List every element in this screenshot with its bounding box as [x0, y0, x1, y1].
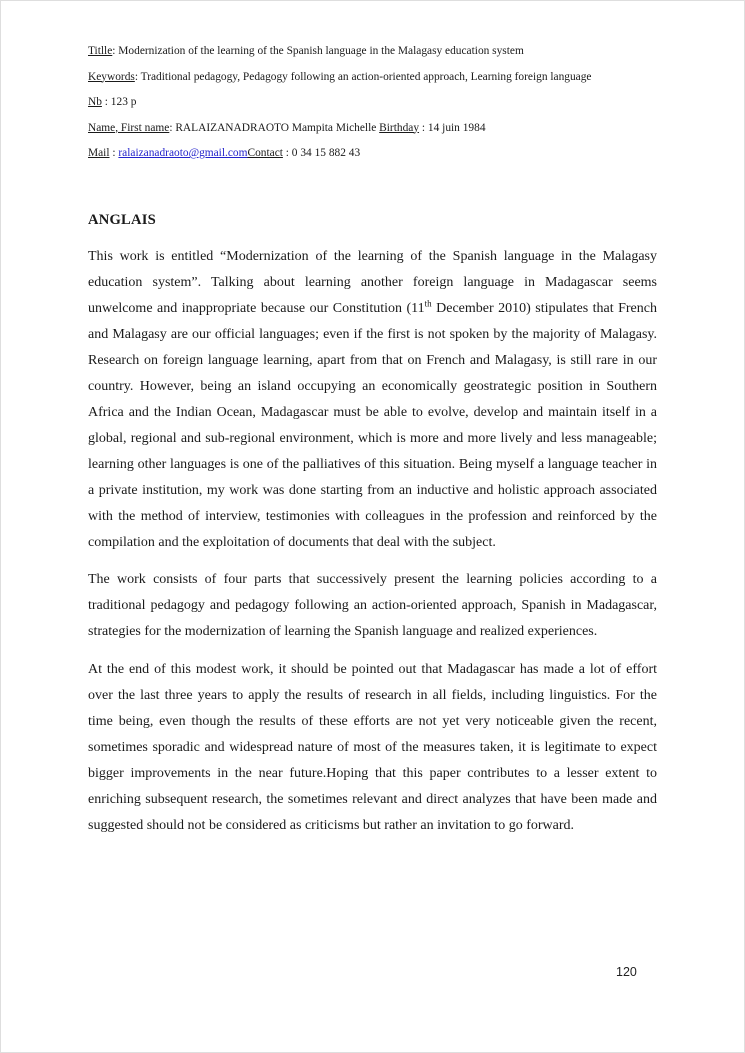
- contact-label: Contact: [247, 147, 283, 159]
- paragraph-1-text-before-superscript: This work is entitled “Modernization of the learning of the Spanish language in the Malagasy education system”. Talking about learning another foreign language in Madagascar seems unwelcome and inappropriate because our Constitution (11: [88, 248, 657, 316]
- meta-line-keywords: [88, 65, 657, 91]
- mail-separator: :: [109, 147, 119, 159]
- birthday-separator: :: [419, 121, 428, 134]
- meta-line-title: [88, 39, 657, 65]
- ordinal-superscript: th: [424, 297, 432, 308]
- birthday-label: Birthday: [379, 121, 420, 134]
- meta-line-name: [88, 116, 657, 142]
- title-label: Titlle: [88, 45, 113, 57]
- contact-value: 0 34 15 882 43: [291, 147, 361, 159]
- title-separator: :: [112, 45, 119, 57]
- section-heading-anglais: ANGLAIS: [88, 211, 156, 228]
- paragraph-3: At the end of this modest work, it should be pointed out that Madagascar has made a lot of effort over the last three years to apply the results of research in all fields, including linguistics. For the time being, even though the results of these efforts are not yet very noticeable given the recent, sometimes sporadic and widespread nature of most of the measures taken, it is legitimate to expect bigger improvements in the near future.Hoping that this paper contributes to a lesser extent to enriching subsequent research, the sometimes relevant and direct analyzes that have been made and suggested should not be considered as criticisms but rather an invitation to go forward.: [88, 661, 657, 833]
- nb-value: 123 p: [110, 96, 137, 108]
- paragraph-2: The work consists of four parts that successively present the learning policies according to a traditional pedagogy and pedagogy following an action-oriented approach, Spanish in Madagascar, strategies for the modernization of learning the Spanish language and realized experiences.: [88, 572, 657, 639]
- nb-separator: :: [101, 96, 111, 108]
- meta-line-nb: [88, 90, 657, 116]
- keywords-separator: :: [134, 70, 141, 83]
- name-separator: :: [169, 121, 176, 134]
- metadata-block: [88, 39, 657, 167]
- page-number: 120: [616, 965, 637, 979]
- email-link[interactable]: ralaizanadraoto@gmail.com: [118, 147, 248, 159]
- title-value: Modernization of the learning of the Spanish language in the Malagasy education system: [118, 45, 524, 57]
- contact-separator: :: [282, 147, 292, 159]
- meta-line-mail: [88, 141, 657, 167]
- name-value: RALAIZANADRAOTO Mampita Michelle: [175, 121, 380, 134]
- name-label: Name, First name: [88, 121, 170, 134]
- keywords-label: Keywords: [88, 70, 135, 83]
- document-content: [88, 39, 657, 850]
- paragraph-1-text-after-superscript: December 2010) stipulates that French and Malagasy are our official languages; even if the first is not spoken by the majority of Malagasy. Research on foreign language learning, apart from that on French and Malagasy, is still rare in our country. However, being an island occupying an economically geostrategic position in Southern Africa and the Indian Ocean, Madagascar must be able to evolve, develop and maintain itself in a global, regional and sub-regional environment, which is more and more lively and less manageable; learning other languages is one of the palliatives of this situation. Being myself a language teacher in a private institution, my work was done starting from an inductive and holistic approach associated with the method of interview, testimonies with colleagues in the profession and reinforced by the compilation and the exploitation of documents that deal with the subject.: [88, 300, 657, 550]
- birthday-value: 14 juin 1984: [427, 121, 486, 134]
- nb-label: Nb: [88, 96, 102, 108]
- mail-label: Mail: [88, 147, 110, 159]
- keywords-value: Traditional pedagogy, Pedagogy following an action-oriented approach, Learning foreign language: [140, 70, 592, 83]
- paragraph-1: [88, 244, 657, 556]
